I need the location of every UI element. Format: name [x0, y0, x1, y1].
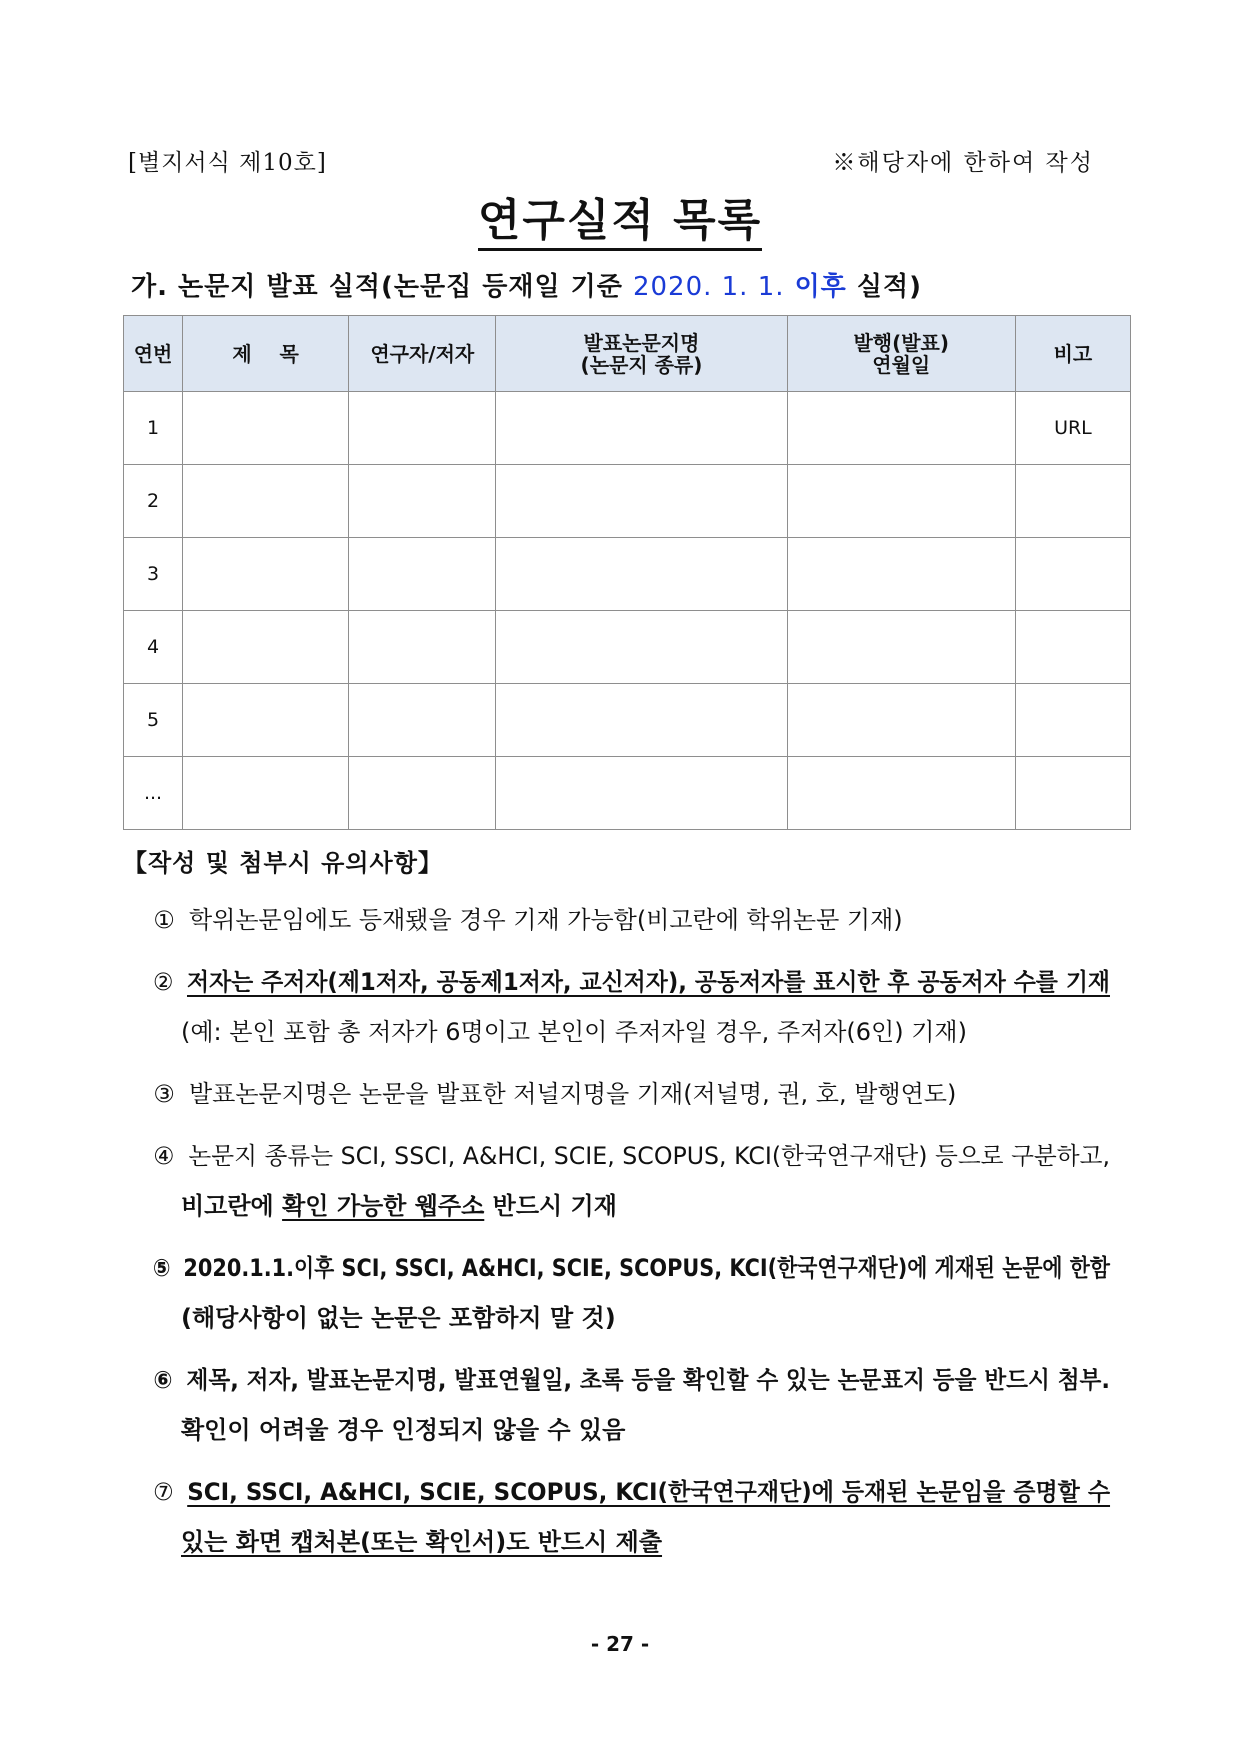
note-number: ⑤ — [152, 1254, 171, 1282]
cell-note[interactable] — [1015, 611, 1130, 684]
cell-no: 5 — [124, 684, 183, 757]
table-row — [124, 684, 1131, 757]
cell-author[interactable] — [349, 757, 496, 830]
note-item-6-continuation: 확인이 어려울 경우 인정되지 않을 수 있음 — [181, 1416, 626, 1444]
cell-journal[interactable] — [496, 611, 787, 684]
cell-no: 2 — [124, 465, 183, 538]
page-title — [0, 184, 1240, 248]
table-row — [124, 392, 1131, 465]
table-row — [124, 465, 1131, 538]
section-heading — [131, 266, 922, 303]
cell-author[interactable] — [349, 392, 496, 465]
cell-journal[interactable] — [496, 757, 787, 830]
column-header-author: 연구자/저자 — [349, 316, 496, 392]
cell-journal[interactable] — [496, 392, 787, 465]
cell-author[interactable] — [349, 538, 496, 611]
note-item-6 — [147, 1360, 1110, 1395]
note-number: ③ — [153, 1080, 175, 1108]
note-item-2-continuation: (예: 본인 포함 총 저자가 6명이고 본인이 주저자일 경우, 주저자(6인) 기재) — [181, 1018, 967, 1046]
note-text-part: 비고란에 — [181, 1192, 283, 1220]
cell-no: ... — [124, 757, 183, 830]
table-row — [124, 611, 1131, 684]
cell-date[interactable] — [787, 684, 1015, 757]
note-item-2 — [147, 962, 1110, 997]
note-text: 학위논문임에도 등재됐을 경우 기재 가능함(비고란에 학위논문 기재) — [189, 906, 903, 934]
cell-no: 1 — [124, 392, 183, 465]
note-text: 논문지 종류는 SCI, SSCI, A&HCI, SCIE, SCOPUS, KCI(한국연구재단) 등으로 구분하고, — [188, 1142, 1111, 1170]
section-highlight-after: 이후 — [784, 272, 847, 302]
note-text: 발표논문지명은 논문을 발표한 저널지명을 기재(저널명, 권, 호, 발행연도) — [189, 1080, 957, 1108]
table-header-row — [124, 316, 1131, 392]
note-text: SCI, SSCI, A&HCI, SCIE, SCOPUS, KCI(한국연구재단)에 등재된 논문임을 증명할 수 — [187, 1478, 1111, 1506]
cell-title[interactable] — [183, 538, 349, 611]
note-item-4 — [147, 1136, 1110, 1171]
cell-date[interactable] — [787, 392, 1015, 465]
note-item-7 — [147, 1472, 1110, 1507]
cell-date[interactable] — [787, 757, 1015, 830]
section-highlight-date: 2020. 1. 1. — [632, 272, 785, 302]
section-highlight — [633, 272, 847, 302]
column-header-no: 연번 — [124, 316, 183, 392]
cell-title[interactable] — [183, 684, 349, 757]
column-header-note: 비고 — [1015, 316, 1130, 392]
cell-author[interactable] — [349, 465, 496, 538]
cell-author[interactable] — [349, 684, 496, 757]
note-text-part: 반드시 기재 — [484, 1192, 617, 1220]
cell-title[interactable] — [183, 611, 349, 684]
cell-title[interactable] — [183, 465, 349, 538]
cell-no: 3 — [124, 538, 183, 611]
note-item-5-continuation: (해당사항이 없는 논문은 포함하지 말 것) — [181, 1304, 616, 1332]
cell-title[interactable] — [183, 757, 349, 830]
cell-author[interactable] — [349, 611, 496, 684]
cell-note[interactable] — [1015, 465, 1130, 538]
cell-no: 4 — [124, 611, 183, 684]
cell-note[interactable] — [1015, 684, 1130, 757]
note-number: ⑦ — [152, 1478, 174, 1506]
note-text-underlined: 확인 가능한 웹주소 — [282, 1192, 485, 1220]
section-suffix: 실적) — [846, 272, 922, 302]
column-header-journal: 발표논문지명 (논문지 종류) — [496, 316, 787, 392]
applicability-note: ※해당자에 한하여 작성 — [832, 150, 1094, 176]
cell-journal[interactable] — [496, 465, 787, 538]
cell-note[interactable] — [1015, 538, 1130, 611]
cell-note[interactable]: URL — [1015, 392, 1130, 465]
note-number: ④ — [153, 1142, 175, 1170]
note-item-5 — [147, 1248, 1110, 1283]
note-number: ① — [153, 906, 175, 934]
cell-title[interactable] — [183, 392, 349, 465]
note-text: 2020.1.1.이후 SCI, SSCI, A&HCI, SCIE, SCOPUS, KCI(한국연구재단)에 게재된 논문에 한함 — [183, 1254, 1111, 1282]
cell-date[interactable] — [787, 465, 1015, 538]
research-records-table — [123, 315, 1131, 830]
column-header-title: 제 목 — [183, 316, 349, 392]
cell-date[interactable] — [787, 538, 1015, 611]
cell-note[interactable] — [1015, 757, 1130, 830]
cell-date[interactable] — [787, 611, 1015, 684]
note-number: ⑥ — [153, 1366, 173, 1394]
column-header-date: 발행(발표) 연월일 — [787, 316, 1015, 392]
notes-heading: 【작성 및 첨부시 유의사항】 — [123, 849, 443, 877]
note-item-4-continuation — [181, 1186, 617, 1221]
note-number: ② — [152, 968, 174, 996]
form-label: [별지서식 제10호] — [128, 150, 327, 176]
page-number: - 27 - — [590, 1632, 650, 1656]
table-row — [124, 538, 1131, 611]
section-prefix: 가. 논문지 발표 실적(논문집 등재일 기준 — [131, 272, 633, 302]
table-row — [124, 757, 1131, 830]
cell-journal[interactable] — [496, 538, 787, 611]
page-title-text: 연구실적 목록 — [478, 195, 762, 251]
note-text: 저자는 주저자(제1저자, 공동제1저자, 교신저자), 공동저자를 표시한 후 공동저자 수를 기재 — [186, 968, 1110, 996]
cell-journal[interactable] — [496, 684, 787, 757]
note-item-1 — [147, 900, 903, 935]
note-text: 제목, 저자, 발표논문지명, 발표연월일, 초록 등을 확인할 수 있는 논문표지 등을 반드시 첨부. — [186, 1366, 1110, 1394]
note-item-7-continuation: 있는 화면 캡처본(또는 확인서)도 반드시 제출 — [181, 1528, 663, 1556]
note-item-3 — [147, 1074, 956, 1109]
